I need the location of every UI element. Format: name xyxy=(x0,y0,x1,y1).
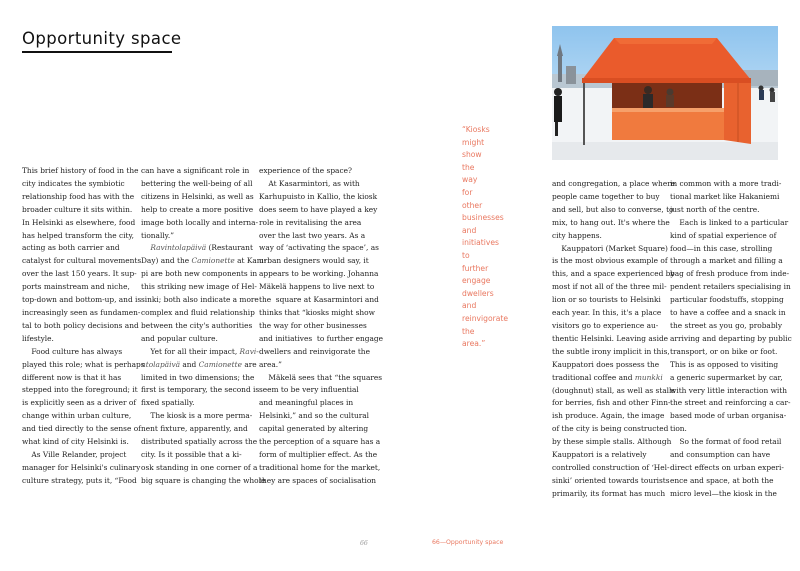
pull-quote-line: show xyxy=(462,150,482,160)
text-line: pi are both new components in xyxy=(141,269,258,279)
kiosk-photo-image xyxy=(552,26,778,160)
text-line: ence and space, at both the xyxy=(670,475,774,485)
text-line: particular foodstuffs, stopping xyxy=(670,295,784,305)
text-line: ports mainstream and niche, xyxy=(22,282,130,292)
text-line: thentic Helsinki. Leaving aside xyxy=(552,333,669,343)
text-column-3 xyxy=(259,165,384,488)
text-line: Kauppatori (Market Square) xyxy=(552,243,668,253)
text-line: dwellers and reinvigorate the xyxy=(259,346,370,356)
text-line: nent fixture, apparently, and xyxy=(141,424,248,434)
kiosk-photo xyxy=(552,26,778,160)
text-line: Kauppatori is a relatively xyxy=(552,450,647,460)
text-line: sinki; both also indicate a more xyxy=(141,295,259,305)
text-line: and tied directly to the sense of xyxy=(22,424,141,434)
text-column-5 xyxy=(670,178,792,501)
text-line: Day) and the Camionette at Kam- xyxy=(141,256,267,266)
text-line: the square at Kasarmintori and xyxy=(259,295,379,305)
pull-quote-line: the xyxy=(462,162,475,172)
text-line: big square is changing the whole xyxy=(141,475,266,485)
text-line: a generic supermarket by car, xyxy=(670,372,783,382)
pull-quote-line: dwellers xyxy=(462,288,494,298)
text-line: change within urban culture, xyxy=(22,411,132,421)
text-line: arriving and departing by public xyxy=(670,333,792,343)
text-line: tion. xyxy=(670,424,687,434)
running-footer: 66—Opportunity space xyxy=(432,539,504,546)
text-line: for berries, fish and other Finn- xyxy=(552,398,671,408)
text-line: the street and reinforcing a car- xyxy=(670,398,791,408)
text-line: Helsinki,” and so the cultural xyxy=(259,411,370,421)
text-line: mix, to hang out. It's where the xyxy=(552,217,670,227)
text-line: role in revitalising the area xyxy=(259,217,362,227)
text-line: limited in two dimensions; the xyxy=(141,372,255,382)
text-line: This brief history of food in the xyxy=(22,166,139,175)
text-line: top-down and bottom-up, and is xyxy=(22,295,142,305)
text-line: traditional coffee and munkki xyxy=(552,372,663,382)
pull-quote-line: “Kiosks xyxy=(462,125,490,134)
text-line: this striking new image of Hel- xyxy=(141,282,257,292)
text-line: culture strategy, puts it, “Food xyxy=(22,475,137,485)
text-line: what kind of city Helsinki is. xyxy=(22,437,129,447)
text-line: is the most obvious example of xyxy=(552,256,668,266)
text-line: Ravintolapäivä (Restaurant xyxy=(150,243,253,253)
text-line: between the city's authorities xyxy=(141,320,253,330)
text-line: relationship food has with the xyxy=(22,191,135,201)
text-line: of the city is being constructed xyxy=(552,424,669,434)
text-column-2 xyxy=(141,165,267,488)
text-line: appears to be working. Johanna xyxy=(259,269,379,279)
pull-quote xyxy=(462,124,508,351)
text-line: the way for other businesses xyxy=(259,320,367,330)
text-line: and consumption can have xyxy=(670,450,771,460)
pull-quote-line: further xyxy=(462,263,489,273)
text-line: this, and a space experienced by xyxy=(552,269,675,279)
text-line: and sell, but also to converse, to xyxy=(552,204,674,214)
text-line: through a market and filling a xyxy=(670,256,783,266)
text-line: the perception of a square has a xyxy=(259,437,381,447)
page-title: Opportunity space xyxy=(22,29,182,48)
pull-quote-line: reinvigorate xyxy=(462,313,509,323)
text-line: most if not all of the three mil- xyxy=(552,282,667,292)
text-line: pendent retailers specialising in xyxy=(670,282,791,292)
text-line: complex and fluid relationship xyxy=(141,307,255,317)
pull-quote-line: businesses xyxy=(462,213,504,223)
text-line: fixed spatially. xyxy=(141,398,195,408)
text-column-4 xyxy=(552,178,676,501)
text-line: bag of fresh produce from inde- xyxy=(670,269,790,279)
text-line: tional market like Hakaniemi xyxy=(670,191,780,201)
text-line: transport, or on bike or foot. xyxy=(670,346,778,356)
text-line: primarily, its format has much xyxy=(552,488,666,498)
text-line: increasingly seen as fundamen- xyxy=(22,307,141,317)
text-line: form of multiplier effect. As the xyxy=(259,449,378,459)
text-line: seem to be very influential xyxy=(259,385,359,395)
text-line: can have a significant role in xyxy=(141,166,250,175)
text-line: At Kasarmintori, as with xyxy=(259,178,360,188)
page-number-left: 66 xyxy=(360,540,368,547)
text-line: lifestyle. xyxy=(22,333,54,343)
text-line: urban designers would say, it xyxy=(259,256,369,266)
text-line: area.” xyxy=(259,359,282,369)
text-line: In Helsinki as elsewhere, food xyxy=(22,217,136,227)
text-line: Each is linked to a particular xyxy=(670,217,789,227)
text-line: each year. In this, it's a place xyxy=(552,308,662,318)
text-line: and popular culture. xyxy=(141,333,218,343)
text-line: osk standing in one corner of a xyxy=(141,462,258,472)
text-line: city indicates the symbiotic xyxy=(22,178,125,188)
text-line: by these simple stalls. Although xyxy=(552,437,672,447)
text-line: (doughnut) stall, as well as stalls xyxy=(552,385,676,395)
pull-quote-line: might xyxy=(462,137,485,147)
text-line: This is as opposed to visiting xyxy=(670,359,779,369)
text-line: ntolapäivä and Camionette are xyxy=(141,359,257,369)
pull-quote-line: the xyxy=(462,326,475,336)
text-line: people came together to buy xyxy=(552,191,660,201)
text-line: and initiatives to further engage xyxy=(259,333,384,343)
text-line: thinks that “kiosks might show xyxy=(259,307,375,317)
text-line: just north of the centre. xyxy=(670,204,760,214)
text-line: and congregation, a place where xyxy=(552,179,676,188)
text-line: with very little interaction with xyxy=(670,385,787,395)
text-line: distributed spatially across the xyxy=(141,437,258,447)
text-line: tionally.” xyxy=(141,230,174,240)
text-line: visitors go to experience au- xyxy=(552,320,659,330)
text-line: manager for Helsinki's culinary xyxy=(22,462,141,472)
pull-quote-line: for xyxy=(462,187,473,197)
pull-quote-line: engage xyxy=(462,276,491,286)
text-line: Yet for all their impact, Ravi- xyxy=(141,346,259,356)
text-line: The kiosk is a more perma- xyxy=(141,411,253,421)
text-line: image both locally and interna- xyxy=(141,217,259,227)
text-line: capital generated by altering xyxy=(259,424,369,434)
text-line: and meaningful places in xyxy=(259,398,354,408)
text-line: Mäkelä sees that “the squares xyxy=(259,372,383,382)
text-line: traditional home for the market, xyxy=(259,462,381,472)
text-line: way of ‘activating the space’, as xyxy=(259,243,379,253)
text-line: catalyst for cultural movements xyxy=(22,256,142,266)
text-line: kind of spatial experience of xyxy=(670,230,777,240)
text-line: in common with a more tradi- xyxy=(670,179,782,188)
text-line: the street as you go, probably xyxy=(670,320,783,330)
text-line: micro level—the kiosk in the xyxy=(670,488,777,498)
pull-quote-line: area.” xyxy=(462,339,486,349)
text-line: to have a coffee and a snack in xyxy=(670,308,786,318)
text-line: lion or so tourists to Helsinki xyxy=(552,295,661,305)
text-line: over the last two years. As a xyxy=(259,230,366,240)
text-line: does seem to have played a key xyxy=(259,204,378,214)
text-line: stepped into the foreground; it xyxy=(22,385,138,395)
text-line: the subtle irony implicit in this, xyxy=(552,346,670,356)
text-line: acting as both carrier and xyxy=(22,243,120,253)
text-line: experience of the space? xyxy=(259,166,352,175)
text-line: sinki’ oriented towards tourists xyxy=(552,475,670,485)
pull-quote-line: other xyxy=(462,200,483,210)
text-line: help to create a more positive xyxy=(141,204,254,214)
text-column-1 xyxy=(22,165,145,488)
pull-quote-line: way xyxy=(462,175,478,185)
text-line: direct effects on urban experi- xyxy=(670,462,784,472)
text-line: over the last 150 years. It sup- xyxy=(22,269,137,279)
title-underline xyxy=(22,51,172,53)
text-line: Karhupuisto in Kallio, the kiosk xyxy=(259,191,378,201)
text-line: So the format of food retail xyxy=(670,437,782,447)
text-line: they are spaces of socialisation xyxy=(259,475,377,485)
text-line: bettering the well-being of all xyxy=(141,178,253,188)
text-line: different now is that it has xyxy=(22,372,122,382)
pull-quote-line: and xyxy=(462,301,477,311)
pull-quote-line: to xyxy=(462,250,470,260)
text-line: food—in this case, strolling xyxy=(670,243,773,253)
text-line: Kauppatori does possess the xyxy=(552,359,660,369)
text-line: is explicitly seen as a driver of xyxy=(22,398,137,408)
text-line: has helped transform the city, xyxy=(22,230,134,240)
text-line: broader culture it sits within. xyxy=(22,204,133,214)
text-line: citizens in Helsinki, as well as xyxy=(141,191,254,201)
text-line: city happens. xyxy=(552,230,602,240)
text-line: Food culture has always xyxy=(22,346,123,356)
text-line: city. Is it possible that a ki- xyxy=(141,449,242,459)
pull-quote-line: and xyxy=(462,225,477,235)
text-line: first is temporary, the second is xyxy=(141,385,260,395)
text-line: Mäkelä happens to live next to xyxy=(259,282,375,292)
text-line: tal to both policy decisions and xyxy=(22,320,139,330)
text-line: based mode of urban organisa- xyxy=(670,411,787,421)
pull-quote-line: initiatives xyxy=(462,238,499,248)
text-line: ish produce. Again, the image xyxy=(552,411,665,421)
text-line: played this role; what is perhaps xyxy=(22,359,145,369)
text-line: As Ville Relander, project xyxy=(22,449,127,459)
text-line: controlled construction of ‘Hel- xyxy=(552,462,670,472)
